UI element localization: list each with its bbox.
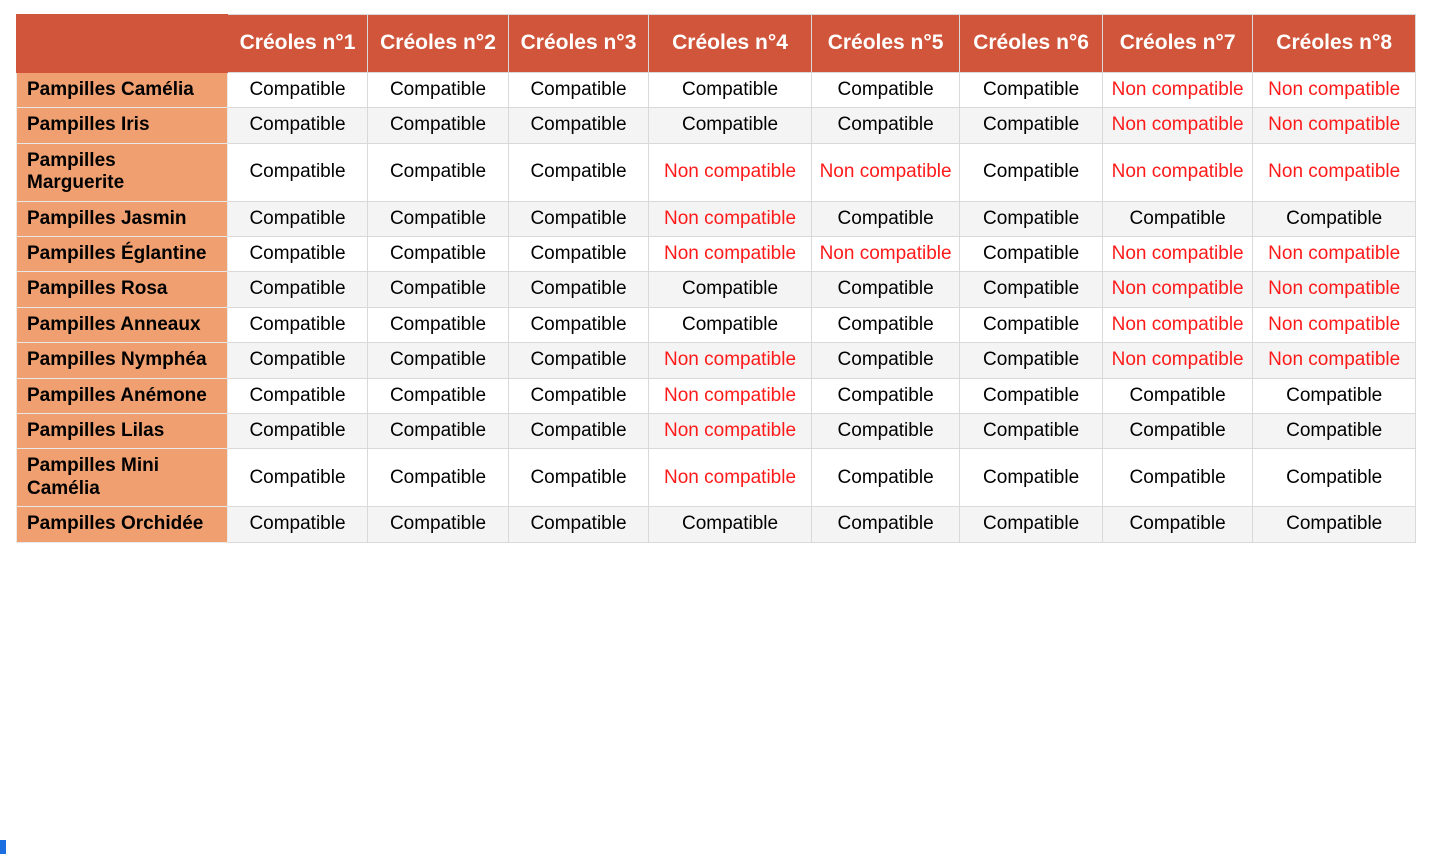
cell-r10-c6: Compatible (960, 414, 1103, 449)
cell-r5-c5: Non compatible (811, 237, 960, 272)
cell-r12-c2: Compatible (368, 507, 509, 542)
row-header-2: Pampilles Iris (17, 108, 228, 143)
cell-r10-c2: Compatible (368, 414, 509, 449)
cell-r8-c4: Non compatible (649, 343, 812, 378)
cell-r1-c3: Compatible (508, 73, 649, 108)
cell-r1-c4: Compatible (649, 73, 812, 108)
column-header-creoles-7: Créoles n°7 (1102, 15, 1253, 73)
cell-r2-c7: Non compatible (1102, 108, 1253, 143)
cell-r12-c1: Compatible (227, 507, 368, 542)
cell-r10-c7: Compatible (1102, 414, 1253, 449)
table-row (17, 272, 1416, 307)
table-row (17, 143, 1416, 201)
cell-r2-c6: Compatible (960, 108, 1103, 143)
cell-r6-c2: Compatible (368, 272, 509, 307)
compatibility-table (16, 14, 1416, 543)
cell-r11-c8: Compatible (1253, 449, 1416, 507)
cell-r10-c1: Compatible (227, 414, 368, 449)
cell-r4-c5: Compatible (811, 201, 960, 236)
cell-r8-c6: Compatible (960, 343, 1103, 378)
cell-r11-c6: Compatible (960, 449, 1103, 507)
column-header-creoles-1: Créoles n°1 (227, 15, 368, 73)
cell-r7-c3: Compatible (508, 307, 649, 342)
cell-r5-c3: Compatible (508, 237, 649, 272)
cell-r5-c6: Compatible (960, 237, 1103, 272)
cell-r10-c5: Compatible (811, 414, 960, 449)
cell-r2-c8: Non compatible (1253, 108, 1416, 143)
cell-r8-c1: Compatible (227, 343, 368, 378)
cell-r5-c2: Compatible (368, 237, 509, 272)
cell-r3-c7: Non compatible (1102, 143, 1253, 201)
cell-r7-c6: Compatible (960, 307, 1103, 342)
cell-r10-c8: Compatible (1253, 414, 1416, 449)
row-header-8: Pampilles Nymphéa (17, 343, 228, 378)
cell-r6-c3: Compatible (508, 272, 649, 307)
cell-r9-c1: Compatible (227, 378, 368, 413)
cell-r12-c4: Compatible (649, 507, 812, 542)
table-header (17, 15, 1416, 73)
cell-r7-c5: Compatible (811, 307, 960, 342)
cell-r2-c3: Compatible (508, 108, 649, 143)
cell-r2-c2: Compatible (368, 108, 509, 143)
column-header-creoles-8: Créoles n°8 (1253, 15, 1416, 73)
row-header-10: Pampilles Lilas (17, 414, 228, 449)
table-row (17, 108, 1416, 143)
cell-r1-c2: Compatible (368, 73, 509, 108)
cell-r1-c5: Compatible (811, 73, 960, 108)
table-row (17, 201, 1416, 236)
cell-r7-c2: Compatible (368, 307, 509, 342)
cell-r11-c2: Compatible (368, 449, 509, 507)
cell-r7-c1: Compatible (227, 307, 368, 342)
cell-r10-c3: Compatible (508, 414, 649, 449)
column-header-creoles-4: Créoles n°4 (649, 15, 812, 73)
cell-r1-c8: Non compatible (1253, 73, 1416, 108)
cell-r5-c7: Non compatible (1102, 237, 1253, 272)
row-header-5: Pampilles Églantine (17, 237, 228, 272)
cell-r9-c8: Compatible (1253, 378, 1416, 413)
cell-r11-c4: Non compatible (649, 449, 812, 507)
cell-r6-c1: Compatible (227, 272, 368, 307)
cell-r1-c6: Compatible (960, 73, 1103, 108)
cell-r4-c2: Compatible (368, 201, 509, 236)
cell-r3-c2: Compatible (368, 143, 509, 201)
cell-r2-c1: Compatible (227, 108, 368, 143)
cell-r2-c5: Compatible (811, 108, 960, 143)
cell-r3-c3: Compatible (508, 143, 649, 201)
cell-r7-c8: Non compatible (1253, 307, 1416, 342)
cell-r6-c4: Compatible (649, 272, 812, 307)
row-header-4: Pampilles Jasmin (17, 201, 228, 236)
cell-r12-c8: Compatible (1253, 507, 1416, 542)
cell-r10-c4: Non compatible (649, 414, 812, 449)
table-corner-cell (17, 15, 228, 73)
table-row (17, 449, 1416, 507)
cell-r9-c4: Non compatible (649, 378, 812, 413)
cell-r6-c8: Non compatible (1253, 272, 1416, 307)
table-row (17, 343, 1416, 378)
cell-r4-c6: Compatible (960, 201, 1103, 236)
cell-r3-c6: Compatible (960, 143, 1103, 201)
cell-r6-c5: Compatible (811, 272, 960, 307)
cell-r8-c7: Non compatible (1102, 343, 1253, 378)
cell-r3-c5: Non compatible (811, 143, 960, 201)
table-row (17, 237, 1416, 272)
table-row (17, 378, 1416, 413)
row-header-12: Pampilles Orchidée (17, 507, 228, 542)
cell-r4-c3: Compatible (508, 201, 649, 236)
cell-r4-c1: Compatible (227, 201, 368, 236)
row-header-1: Pampilles Camélia (17, 73, 228, 108)
table-row (17, 73, 1416, 108)
table-body (17, 73, 1416, 543)
cell-r4-c8: Compatible (1253, 201, 1416, 236)
cell-r2-c4: Compatible (649, 108, 812, 143)
cell-r11-c1: Compatible (227, 449, 368, 507)
cell-r8-c8: Non compatible (1253, 343, 1416, 378)
cell-r11-c5: Compatible (811, 449, 960, 507)
cell-r8-c2: Compatible (368, 343, 509, 378)
column-header-creoles-6: Créoles n°6 (960, 15, 1103, 73)
cell-r1-c1: Compatible (227, 73, 368, 108)
cell-r5-c8: Non compatible (1253, 237, 1416, 272)
column-header-creoles-5: Créoles n°5 (811, 15, 960, 73)
cell-r3-c4: Non compatible (649, 143, 812, 201)
cell-r4-c7: Compatible (1102, 201, 1253, 236)
row-header-7: Pampilles Anneaux (17, 307, 228, 342)
cell-r8-c3: Compatible (508, 343, 649, 378)
column-header-creoles-3: Créoles n°3 (508, 15, 649, 73)
cell-r4-c4: Non compatible (649, 201, 812, 236)
cell-r9-c6: Compatible (960, 378, 1103, 413)
cell-r8-c5: Compatible (811, 343, 960, 378)
cell-r3-c8: Non compatible (1253, 143, 1416, 201)
table-row (17, 307, 1416, 342)
cell-r5-c4: Non compatible (649, 237, 812, 272)
row-header-3: Pampilles Marguerite (17, 143, 228, 201)
cell-r1-c7: Non compatible (1102, 73, 1253, 108)
cell-r9-c5: Compatible (811, 378, 960, 413)
row-header-6: Pampilles Rosa (17, 272, 228, 307)
cell-r12-c7: Compatible (1102, 507, 1253, 542)
table-row (17, 414, 1416, 449)
cell-r12-c5: Compatible (811, 507, 960, 542)
cell-r6-c6: Compatible (960, 272, 1103, 307)
table-row (17, 507, 1416, 542)
header-row (17, 15, 1416, 73)
cell-r9-c7: Compatible (1102, 378, 1253, 413)
row-header-11: Pampilles Mini Camélia (17, 449, 228, 507)
cell-r12-c3: Compatible (508, 507, 649, 542)
row-header-9: Pampilles Anémone (17, 378, 228, 413)
cell-r7-c4: Compatible (649, 307, 812, 342)
cell-r9-c3: Compatible (508, 378, 649, 413)
text-cursor (0, 840, 6, 854)
cell-r11-c7: Compatible (1102, 449, 1253, 507)
cell-r5-c1: Compatible (227, 237, 368, 272)
cell-r11-c3: Compatible (508, 449, 649, 507)
cell-r3-c1: Compatible (227, 143, 368, 201)
cell-r7-c7: Non compatible (1102, 307, 1253, 342)
cell-r12-c6: Compatible (960, 507, 1103, 542)
column-header-creoles-2: Créoles n°2 (368, 15, 509, 73)
cell-r6-c7: Non compatible (1102, 272, 1253, 307)
cell-r9-c2: Compatible (368, 378, 509, 413)
